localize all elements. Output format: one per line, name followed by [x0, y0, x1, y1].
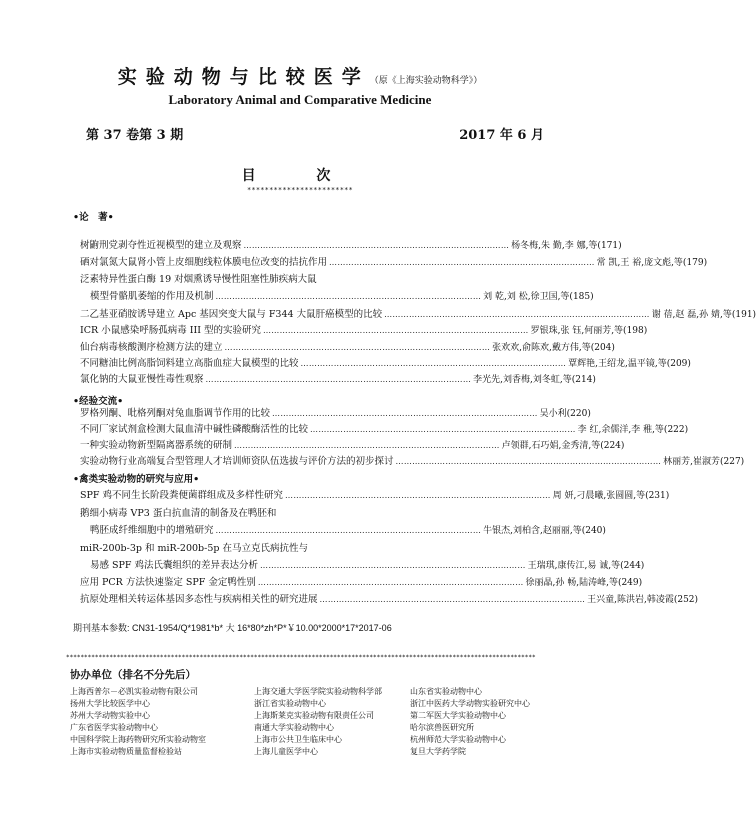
toc-title: 目 次: [241, 168, 359, 184]
co-organizer: 上海市公共卫生临床中心: [254, 735, 342, 744]
co-organizer: 上海斯莱克实验动物有限责任公司: [254, 711, 374, 720]
co-organizers-col-1: [70, 686, 206, 758]
issue-date: 2017 年 6 月: [459, 128, 544, 143]
co-organizers-col-2: [254, 686, 382, 758]
co-organizer: 上海西普尔－必凯实验动物有限公司: [70, 687, 198, 696]
journal-parameters: 期刊基本参数: CN31-1954/Q*1981*b* 大 16*80*zh*P*￥10.00*2000*17*2017-06: [73, 623, 392, 633]
co-organizer: 上海市实验动物质量监督检验站: [70, 747, 182, 756]
co-organizer: 第二军医大学实验动物中心: [410, 711, 506, 720]
journal-title-cn: 实验动物与比较医学: [117, 66, 370, 88]
toc-entry[interactable]: miR-200b-3p 和 miR-200b-5p 在马立克氏病抗性与: [80, 543, 308, 554]
toc-entry[interactable]: 易感 SPF 鸡法氏囊组织的差异表达分析 …………………………………………………………………………………… 王瑞琪,康传江,易 诚,等(244): [90, 560, 645, 571]
co-organizer: 上海交通大学医学院实验动物科学部: [254, 687, 382, 696]
toc-entry[interactable]: 不同糖油比例高脂饲料建立高脂血症大鼠模型的比较 …………………………………………………………………………………… 覃辉艳,王绍龙,温平镜,等(209): [80, 358, 691, 369]
section-original-articles: •论 著•: [73, 212, 114, 223]
toc-entry[interactable]: 仙台病毒核酸测序检测方法的建立 …………………………………………………………………………………… 张欢欢,俞陈欢,戴方伟,等(204): [80, 342, 615, 353]
co-organizer: 复旦大学药学院: [410, 747, 466, 756]
toc-entry[interactable]: 应用 PCR 方法快速鉴定 SPF 金定鸭性别 …………………………………………………………………………………… 徐丽晶,孙 畅,陆涛峰,等(249): [80, 577, 643, 588]
toc-entry[interactable]: 不同厂家试剂盒检测大鼠血清中碱性磷酸酶活性的比较 …………………………………………………………………………………… 李 红,余儒洋,李 稚,等(222): [80, 424, 689, 435]
toc-stars-divider: ************************: [247, 186, 353, 194]
toc-entry[interactable]: 鹅细小病毒 VP3 蛋白抗血清的制备及在鸭胚和: [80, 508, 277, 519]
co-organizer: 扬州大学比较医学中心: [70, 699, 150, 708]
co-organizers-col-3: [410, 686, 530, 758]
journal-former-name: （原《上海实验动物科学》）: [369, 76, 483, 86]
co-organizer: 广东省医学实验动物中心: [70, 723, 158, 732]
co-organizer: 浙江省实验动物中心: [254, 699, 326, 708]
toc-entry[interactable]: 一种实验动物新型隔离器系统的研制 …………………………………………………………………………………… 卢领群,石巧娟,金秀清,等(224): [80, 440, 625, 451]
toc-entry[interactable]: 抗原处理相关转运体基因多态性与疾病相关性的研究进展 …………………………………………………………………………………… 王兴童,陈洪岩,韩凌霞(252): [80, 594, 699, 605]
toc-entry[interactable]: 实验动物行业高端复合型管理人才培训师资队伍选拔与评价方法的初步探讨 …………………………………………………………………………………… 林丽芳,崔淑芳(227): [80, 456, 745, 467]
toc-entry[interactable]: 泛素特异性蛋白酶 19 对烟熏诱导慢性阻塞性肺疾病大鼠: [80, 274, 317, 285]
section-poultry-research: •禽类实验动物的研究与应用•: [73, 474, 200, 485]
toc-entry[interactable]: 树鼩刑党剥夺性近视模型的建立及观察 …………………………………………………………………………………… 杨冬梅,朱 勤,李 娜,等(171): [80, 240, 622, 251]
section-experience-exchange: •经验交流•: [73, 396, 124, 407]
stars-divider: **********************************************************************************************************************************: [66, 654, 536, 661]
journal-title: [0, 62, 600, 89]
co-organizer: 山东省实验动物中心: [410, 687, 482, 696]
co-organizers-heading: 协办单位（排名不分先后）: [70, 669, 196, 681]
issue-number: 第 37 卷第 3 期: [86, 128, 184, 143]
co-organizer: 中国科学院上海药物研究所实验动物室: [70, 735, 206, 744]
toc-entry[interactable]: ICR 小鼠感染呼肠孤病毒 III 型的实验研究 …………………………………………………………………………………… 罗银珠,张 钰,何丽芳,等(198): [80, 325, 648, 336]
co-organizer: 浙江中医药大学动物实验研究中心: [410, 699, 530, 708]
toc-entry[interactable]: 二乙基亚硝胺诱导建立 Apc 基因突变大鼠与 F344 大鼠肝癌模型的比较 …………………………………………………………………………………… 谢 蓓,赵 磊,孙 婧,等(191): [80, 309, 756, 320]
toc-entry[interactable]: 模型骨骼肌萎缩的作用及机制 …………………………………………………………………………………… 刘 乾,刘 松,徐卫国,等(185): [90, 291, 594, 302]
co-organizer: 苏州大学动物实验中心: [70, 711, 150, 720]
co-organizer: 南通大学实验动物中心: [254, 723, 334, 732]
toc-entry[interactable]: 硒对氯氮大鼠肾小管上皮细胞线粒体膜电位改变的拮抗作用 …………………………………………………………………………………… 常 凯,王 裕,庞文彪,等(179): [80, 257, 708, 268]
toc-entry[interactable]: 鸭胚成纤维细胞中的增殖研究 …………………………………………………………………………………… 牛银杰,刘柏含,赵丽丽,等(240): [90, 525, 606, 536]
toc-entry[interactable]: SPF 鸡不同生长阶段粪便菌群组成及多样性研究 …………………………………………………………………………………… 周 妍,刁晨曦,张圆圆,等(231): [80, 490, 670, 501]
toc-entry[interactable]: 罗格列酮、吡格列酮对兔血脂调节作用的比较 …………………………………………………………………………………… 吴小利(220): [80, 408, 591, 419]
co-organizer: 上海儿童医学中心: [254, 747, 318, 756]
co-organizer: 杭州师范大学实验动物中心: [410, 735, 506, 744]
toc-entry[interactable]: 氯化钠的大鼠亚慢性毒性观察 …………………………………………………………………………………… 李光先,刘香梅,刘冬虹,等(214): [80, 374, 596, 385]
co-organizer: 哈尔滨兽医研究所: [410, 723, 474, 732]
journal-title-en: Laboratory Animal and Comparative Medicine: [168, 92, 432, 107]
